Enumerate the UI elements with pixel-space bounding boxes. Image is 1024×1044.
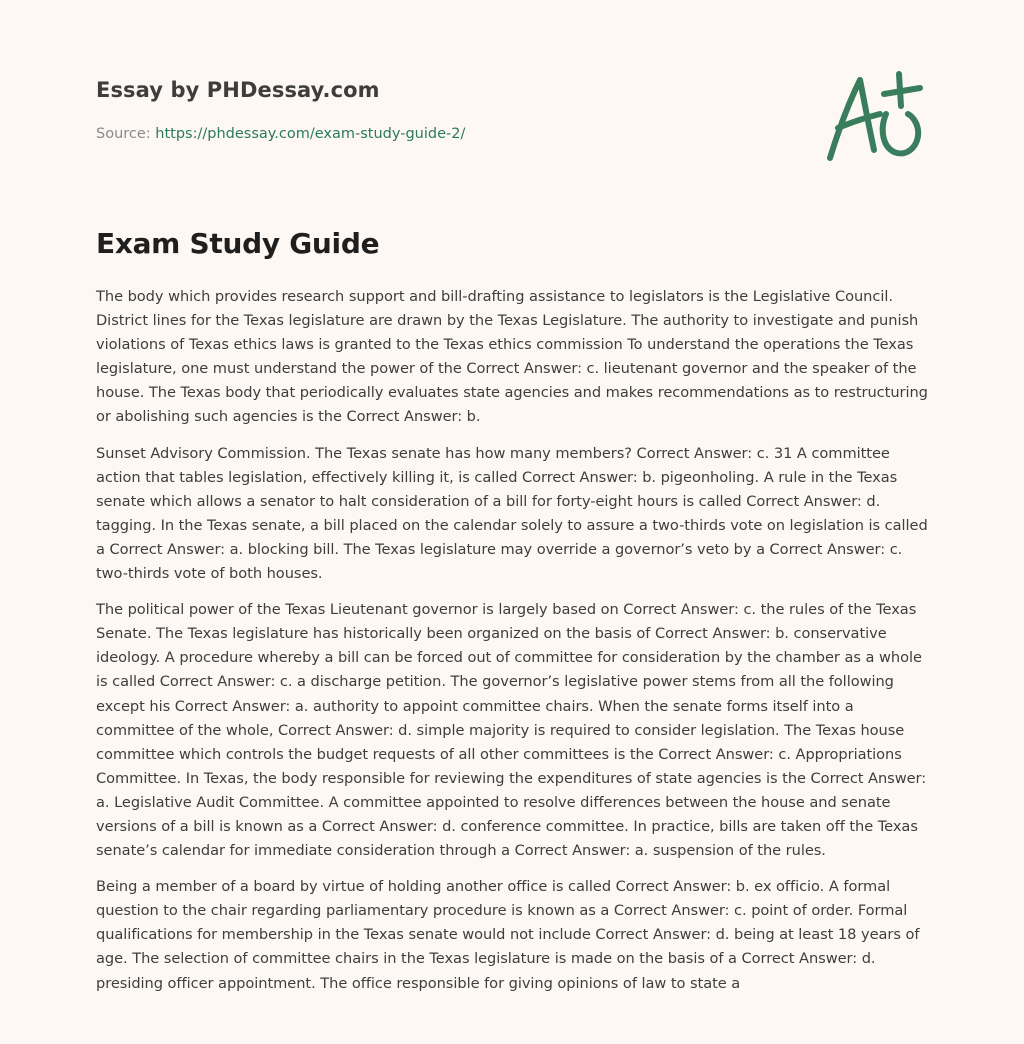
essay-page [96,0,928,1044]
paragraph: The political power of the Texas Lieutenant governor is largely based on Correct Answer: c. the rules of the Texas Senate. The Texas legislature has historically been organized on the basis of Correct Answer: b. conservative ideology. A procedure whereby a bill can be forced out of committee for consideration by the chamber as a whole is called Correct Answer: c. a discharge petition. The governor’s legislative power stems from all the following except his Correct Answer: a. authority to appoint committee chairs. When the senate forms itself into a committee of the whole, Correct Answer: d. simple majority is required to consider legislation. The Texas house committee which controls the budget requests of all other committees is the Correct Answer: c. Appropriations Committee. In Texas, the body responsible for reviewing the expenditures of state agencies is the Correct Answer: a. Legislative Audit Committee. A committee appointed to resolve differences between the house and senate versions of a bill is known as a Correct Answer: d. conference committee. In practice, bills are taken off the Texas senate’s calendar for immediate consideration through a Correct Answer: a. suspension of the rules. [96,601,927,860]
document-body [96,285,930,1008]
paragraph: Being a member of a board by virtue of holding another office is called Correct Answer: b. ex officio. A formal question to the chair regarding parliamentary procedure is known as a Correct Answer: c. point of order. Formal qualifications for membership in the Texas senate would not include Correct Answer: d. being at least 18 years of age. The selection of committee chairs in the Texas legislature is made on the basis of a Correct Answer: d. presiding officer appointment. The office responsible for giving opinions of law to state a [96,878,920,992]
site-brand: Essay by PHDessay.com [96,78,380,102]
paragraph: The body which provides research support and bill-drafting assistance to legislators is the Legislative Council. District lines for the Texas legislature are drawn by the Texas Legislature. The authority to investigate and punish violations of Texas ethics laws is granted to the Texas ethics commission To understand the operations the Texas legislature, one must understand the power of the Correct Answer: c. lieutenant governor and the speaker of the house. The Texas body that periodically evaluates state agencies and makes recommendations as to restructuring or abolishing such agencies is the Correct Answer: b. [96,288,928,426]
document-title: Exam Study Guide [96,227,380,260]
paragraph: Sunset Advisory Commission. The Texas senate has how many members? Correct Answer: c. 31 A committee action that tables legislation, effectively killing it, is called Correct Answer: b. pigeonholing. A rule in the Texas senate which allows a senator to halt consideration of a bill for forty-eight hours is called Correct Answer: d. tagging. In the Texas senate, a bill placed on the calendar solely to assure a two-thirds vote on legislation is called a Correct Answer: a. blocking bill. The Texas legislature may override a governor’s veto by a Correct Answer: c. two-thirds vote of both houses. [96,444,928,583]
page-header [96,76,928,166]
source-link[interactable]: https://phdessay.com/exam-study-guide-2/ [155,126,466,142]
source-label: Source: [96,126,156,142]
a-plus-grade-logo-icon [824,70,926,164]
source-line [96,124,928,144]
